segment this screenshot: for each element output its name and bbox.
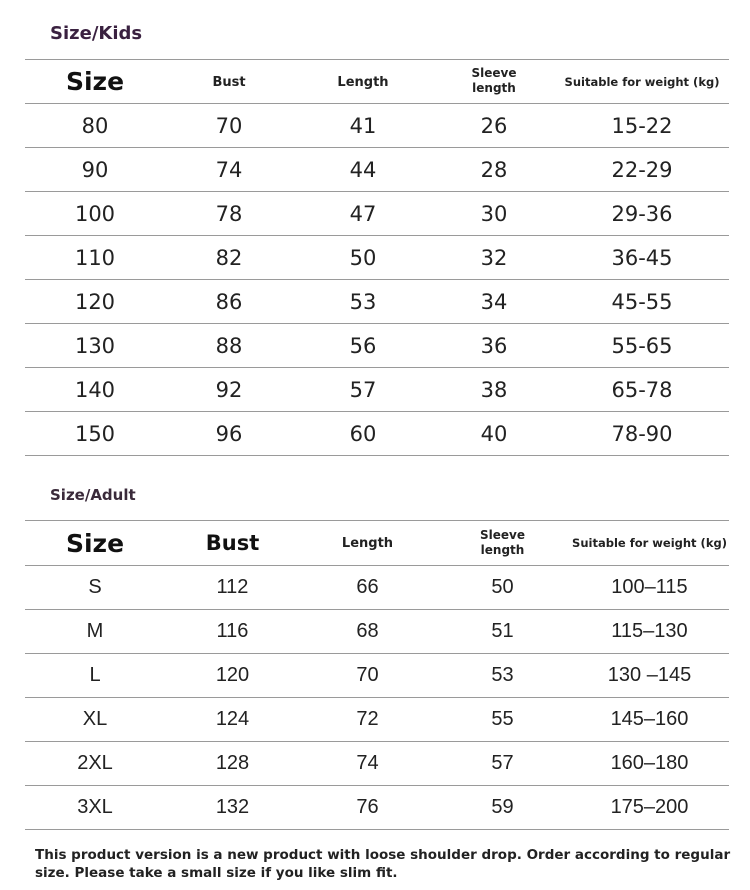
cell-sleeve: 36	[433, 324, 555, 368]
table-row	[25, 566, 729, 610]
cell-weight: 22-29	[555, 148, 729, 192]
cell-bust: 132	[165, 786, 300, 830]
cell-bust: 120	[165, 654, 300, 698]
cell-length: 70	[300, 654, 435, 698]
kids-section-title: Size/Kids	[50, 23, 143, 44]
header-length: Length	[293, 60, 433, 104]
header-size: Size	[25, 521, 165, 566]
cell-weight: 15-22	[555, 104, 729, 148]
header-length: Length	[300, 521, 435, 566]
cell-sleeve: 51	[435, 610, 570, 654]
cell-size: L	[25, 654, 165, 698]
cell-size: 130	[25, 324, 165, 368]
table-row	[25, 280, 729, 324]
table-row	[25, 786, 729, 830]
cell-weight: 29-36	[555, 192, 729, 236]
cell-length: 50	[293, 236, 433, 280]
header-bust: Bust	[165, 521, 300, 566]
cell-length: 41	[293, 104, 433, 148]
adult-size-table	[25, 520, 729, 830]
table-row	[25, 742, 729, 786]
cell-sleeve: 55	[435, 698, 570, 742]
table-row	[25, 610, 729, 654]
cell-size: 120	[25, 280, 165, 324]
table-row	[25, 236, 729, 280]
cell-bust: 124	[165, 698, 300, 742]
cell-sleeve: 28	[433, 148, 555, 192]
cell-weight: 145–160	[570, 698, 729, 742]
cell-sleeve: 59	[435, 786, 570, 830]
cell-length: 66	[300, 566, 435, 610]
table-row	[25, 324, 729, 368]
cell-sleeve: 30	[433, 192, 555, 236]
cell-weight: 100–115	[570, 566, 729, 610]
header-size: Size	[25, 60, 165, 104]
cell-bust: 70	[165, 104, 293, 148]
cell-size: 3XL	[25, 786, 165, 830]
cell-weight: 55-65	[555, 324, 729, 368]
header-weight: Suitable for weight (kg)	[555, 60, 729, 104]
table-header-row	[25, 60, 729, 104]
cell-length: 68	[300, 610, 435, 654]
cell-size: 80	[25, 104, 165, 148]
cell-length: 72	[300, 698, 435, 742]
kids-size-table	[25, 59, 729, 456]
table-row	[25, 148, 729, 192]
table-row	[25, 192, 729, 236]
cell-weight: 115–130	[570, 610, 729, 654]
table-row	[25, 698, 729, 742]
cell-length: 74	[300, 742, 435, 786]
cell-size: XL	[25, 698, 165, 742]
cell-size: S	[25, 566, 165, 610]
cell-bust: 116	[165, 610, 300, 654]
cell-sleeve: 53	[435, 654, 570, 698]
cell-length: 57	[293, 368, 433, 412]
header-weight: Suitable for weight (kg)	[570, 521, 729, 566]
cell-size: M	[25, 610, 165, 654]
cell-length: 53	[293, 280, 433, 324]
table-row	[25, 368, 729, 412]
cell-weight: 160–180	[570, 742, 729, 786]
header-bust: Bust	[165, 60, 293, 104]
cell-sleeve: 34	[433, 280, 555, 324]
cell-bust: 92	[165, 368, 293, 412]
cell-bust: 74	[165, 148, 293, 192]
cell-length: 47	[293, 192, 433, 236]
cell-sleeve: 40	[433, 412, 555, 456]
cell-bust: 88	[165, 324, 293, 368]
cell-bust: 78	[165, 192, 293, 236]
header-sleeve-length: Sleeve length	[435, 521, 570, 566]
cell-size: 90	[25, 148, 165, 192]
cell-bust: 128	[165, 742, 300, 786]
cell-sleeve: 26	[433, 104, 555, 148]
adult-section-title: Size/Adult	[50, 486, 136, 504]
cell-size: 110	[25, 236, 165, 280]
table-row	[25, 654, 729, 698]
header-sleeve-length: Sleeve length	[433, 60, 555, 104]
cell-weight: 130 –145	[570, 654, 729, 698]
cell-size: 140	[25, 368, 165, 412]
cell-bust: 86	[165, 280, 293, 324]
cell-weight: 65-78	[555, 368, 729, 412]
table-row	[25, 412, 729, 456]
cell-sleeve: 50	[435, 566, 570, 610]
cell-weight: 36-45	[555, 236, 729, 280]
cell-size: 150	[25, 412, 165, 456]
footer-note: This product version is a new product with loose shoulder drop. Order according to regular size. Please take a small size if you like slim fit.	[35, 847, 731, 881]
cell-size: 100	[25, 192, 165, 236]
cell-sleeve: 32	[433, 236, 555, 280]
cell-length: 60	[293, 412, 433, 456]
cell-weight: 45-55	[555, 280, 729, 324]
table-header-row	[25, 521, 729, 566]
cell-length: 76	[300, 786, 435, 830]
cell-sleeve: 57	[435, 742, 570, 786]
cell-bust: 112	[165, 566, 300, 610]
cell-length: 56	[293, 324, 433, 368]
table-row	[25, 104, 729, 148]
cell-bust: 96	[165, 412, 293, 456]
cell-size: 2XL	[25, 742, 165, 786]
cell-weight: 78-90	[555, 412, 729, 456]
cell-length: 44	[293, 148, 433, 192]
cell-bust: 82	[165, 236, 293, 280]
cell-weight: 175–200	[570, 786, 729, 830]
cell-sleeve: 38	[433, 368, 555, 412]
